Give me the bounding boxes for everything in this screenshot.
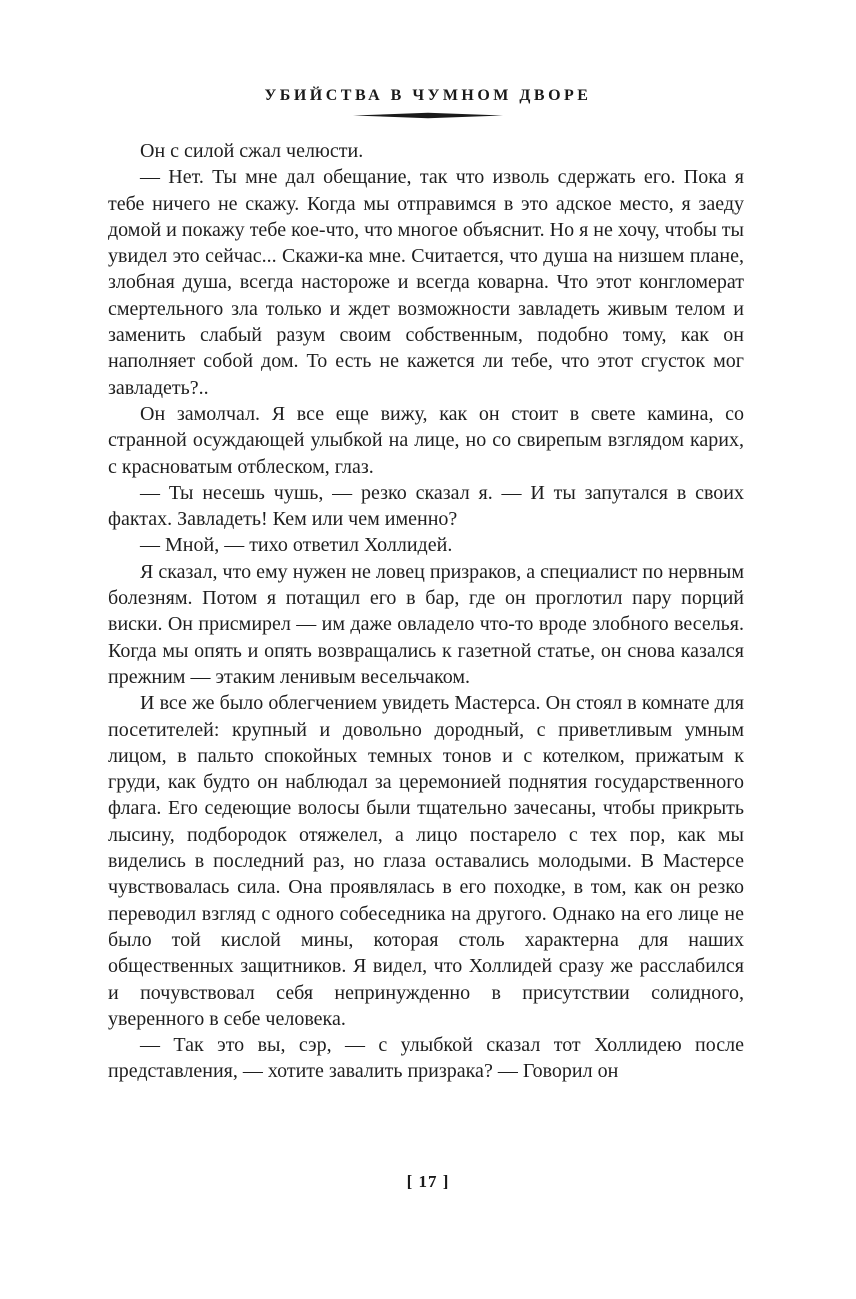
- paragraph: — Нет. Ты мне дал обещание, так что изволь сдержать его. Пока я тебе ничего не скажу. Когда мы отправимся в это адское место, я заеду домой и покажу тебе кое-что, что многое объяснит. Но я не хочу, чтобы ты увидел это сейчас... Скажи-ка мне. Считается, что душа на низшем плане, злобная душа, всегда настороже и всегда коварна. Что этот конгломерат смертельного зла только и ждет возможности завладеть живым телом и заменить слабый разум своим собственным, подобно тому, как он наполняет собой дом. То есть не кажется ли тебе, что этот сгусток мог завладеть?..: [108, 166, 744, 399]
- body-text: [108, 138, 744, 1085]
- paragraph: Он с силой сжал челюсти.: [140, 140, 364, 162]
- paragraph: И все же было облегчением увидеть Мастерса. Он стоял в комнате для посетителей: крупный и довольно дородный, с приветливым умным лицом, в пальто спокойных темных тонов и с котелком, прижатым к груди, как будто он наблюдал за церемонией поднятия государственного флага. Его седеющие волосы были тщательно зачесаны, чтобы прикрыть лысину, подбородок отяжелел, а лицо постарело с тех пор, как мы виделись в последний раз, но глаза оставались молодыми. В Мастерсе чувствовалась сила. Она проявлялась в его походке, в том, как он резко переводил взгляд с одного собеседника на другого. Однако на его лице не было той кислой мины, которая столь характерна для наших общественных защитников. Я видел, что Холлидей сразу же расслабился и почувствовал себя непринужденно в присутствии солидного, уверенного в себе человека.: [108, 692, 744, 1030]
- page-number: [ 17 ]: [406, 1172, 450, 1191]
- paragraph: Он замолчал. Я все еще вижу, как он стоит в свете камина, со странной осуждающей улыбкой на лице, но со свирепым взглядом карих, с красноватым отблеском, глаз.: [108, 402, 744, 478]
- paragraph: — Так это вы, сэр, — с улыбкой сказал тот Холлидею после представления, — хотите завалить призрака? — Говорил он: [108, 1034, 744, 1083]
- paragraph: — Ты несешь чушь, — резко сказал я. — И ты запутался в своих фактах. Завладеть! Кем или чем именно?: [108, 481, 744, 531]
- running-head: УБИЙСТВА В ЧУМНОМ ДВОРЕ: [264, 87, 592, 104]
- paragraph: Я сказал, что ему нужен не ловец призраков, а специалист по нервным болезням. Потом я потащил его в бар, где он проглотил пару порций виски. Он присмирел — им даже овладело что-то вроде злобного веселья. Когда мы опять и опять возвращались к газетной статье, он снова казался прежним — этаким ленивым весельчаком.: [108, 560, 744, 688]
- swelled-rule-ornament: [353, 112, 503, 119]
- paragraph: — Мной, — тихо ответил Холлидей.: [140, 534, 453, 557]
